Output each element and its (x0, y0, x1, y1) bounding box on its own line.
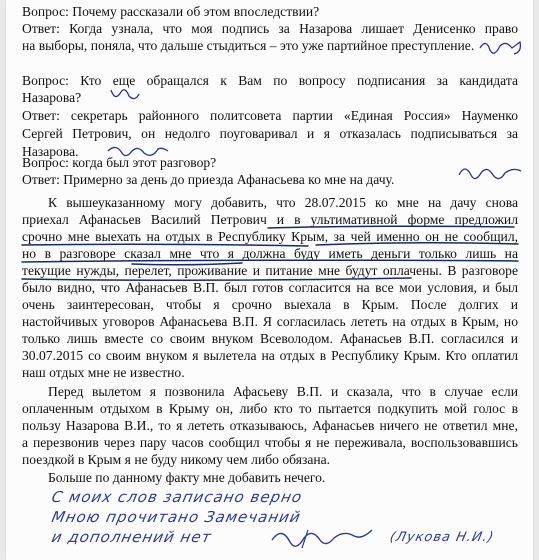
document-page (6, 0, 533, 560)
text-line: срочно мне выехать на отдых в Республику Крым, за чей именно он не сообщил, (22, 229, 518, 244)
text-line: а перезвонив через пару часов сообщил чтобы я не переживала, воспользовавшись (22, 435, 518, 450)
text-line: Вопрос: Кто еще обращался к Вам по вопросу подписания за кандидата (22, 73, 518, 88)
text-line: 30.07.2015 со своим внуком я вылетела на отдых в Республику Крым. Кто оплатил (22, 348, 518, 363)
text-line: настойчивых уговоров Афанасьева В.П. Я согласилась лететь на отдых в Крым, но (22, 314, 518, 329)
text-line: наш отдых мне не известно. (22, 365, 185, 380)
text-line: Перед вылетом я позвонила Афасьеву В.П. и сказала, что в случае если (48, 384, 518, 399)
text-line: Вопрос: Почему рассказали об этом впоследствии? (22, 4, 320, 19)
handwritten-line: и дополнений нет (50, 528, 214, 546)
text-line: Больше по данному факту мне добавить нечего. (48, 470, 326, 485)
signature-mark (456, 164, 526, 184)
handwritten-line: С моих слов записано верно (50, 488, 305, 506)
text-line: Ответ: Примерно за день до приезда Афанасьева ко мне на дачу. (22, 172, 395, 187)
text-line: Вопрос: когда был этот разговор? (22, 155, 217, 170)
text-line: пользу Назарова В.И., то я лететь отказываюсь, Афанасьев ничего не ответил мне, (22, 418, 518, 433)
text-line: Назарова. (22, 144, 79, 159)
text-line: на выборы, поняла, что дальше стыдиться – это уже партийное преступление. (22, 38, 475, 53)
handwritten-name: (Лукова Н.И.) (388, 530, 496, 545)
text-line: Сергей Петрович, он недолго поуговаривал и я отказалась подписываться за (22, 126, 518, 141)
signature-mark (108, 86, 142, 104)
text-line-content: приехал Афанасьев Василий Петрович и в ультимативной форме предложил (22, 212, 518, 227)
text-line: только лишь вместе со своим внуком Всеволодом. Афанасьев В.П. согласился и (22, 331, 518, 346)
text-line: Ответ: секретарь районного политсовета партии «Единая Россия» Науменко (22, 108, 518, 123)
signature-mark (106, 142, 172, 160)
text-line: было видно, что Афанасьев В.П. был готов согласится на все мои условия, и был (22, 280, 518, 295)
text-line: Ответ: Когда узнала, что моя подпись за Назарова лишает Денисенко право (22, 21, 518, 36)
text-line: Назарова? (22, 90, 82, 105)
text-line: поездкой в Крым я не буду никому чем либо обязана. (22, 452, 331, 467)
hand-underlines (6, 0, 533, 560)
text-line: но в разговоре сказал мне что я должна буду иметь деньги только лишь на (22, 246, 518, 261)
text-line: К вышеуказанному могу добавить, что 28.07.2015 ко мне на дачу снова (48, 195, 518, 210)
signature (268, 526, 378, 550)
text-line: текущие нужды, перелет, проживание и питание мне будут оплачены. В разговоре (22, 263, 518, 278)
signature-mark (476, 36, 532, 58)
text-line: оплаченным отдыхом в Крыму он, либо кто то пытается подкупить мой голос в (22, 401, 518, 416)
handwritten-line: Мною прочитано Замечаний (50, 508, 303, 526)
text-line: очень заинтересован, чтобы я срочно выехала в Крым. После долгих и (22, 297, 518, 312)
